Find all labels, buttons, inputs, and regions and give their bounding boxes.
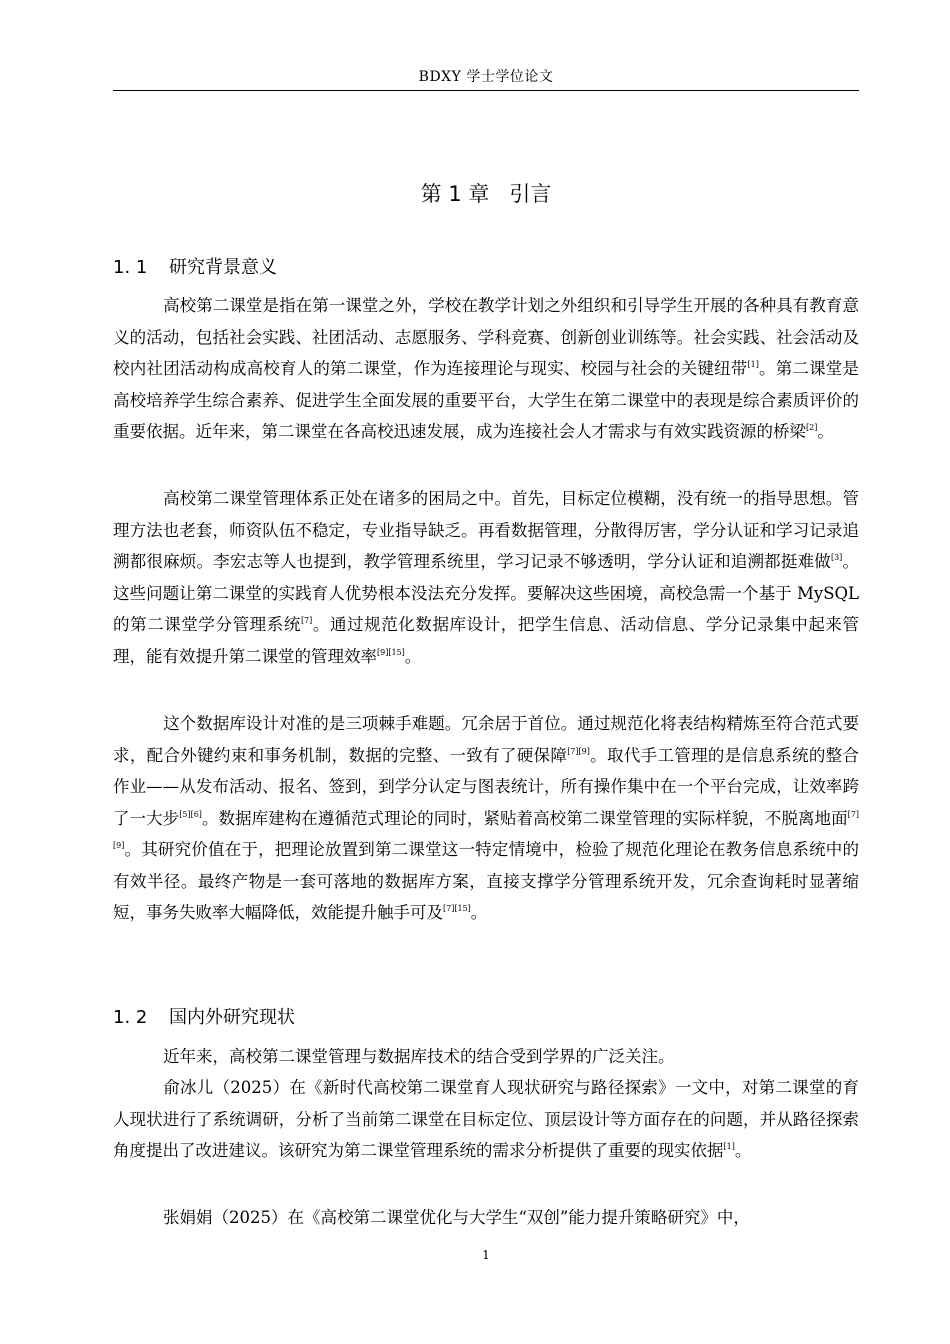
section-title-text: 国内外研究现状 <box>169 1007 295 1028</box>
citation-ref: [7] <box>300 616 313 625</box>
header-rule <box>113 90 859 91</box>
citation-ref: [7][9] <box>567 746 590 756</box>
page-number: 1 <box>482 1248 490 1262</box>
citation-ref: [2] <box>806 423 818 432</box>
citation-ref: [5][6] <box>179 809 202 819</box>
paragraph-background-2: 高校第二课堂管理体系正处在诸多的困局之中。首先，目标定位模糊，没有统一的指导思想。管理方法也老套，师资队伍不稳定，专业指导缺乏。再看数据管理，分散得厉害，学分认证和学习记录追溯都很麻烦。李宏志等人也提到，教学管理系统里，学习记录不够透明，学分认证和追溯都挺难做[3]。这些问题让第二课堂的实践育人优势根本没法充分发挥。要解决这些困境，高校急需一个基于 MySQL 的第二课堂学分管理系统[7]。通过规范化数据库设计，把学生信息、活动信息、学分记录集中起来管理，能有效提升第二课堂的管理效率[9][15]。 <box>113 489 860 666</box>
citation-ref: [3] <box>830 553 843 562</box>
page-header: BDXY 学士学位论文 <box>418 69 554 85</box>
paragraph-status-1: 俞冰儿（2025）在《新时代高校第二课堂育人现状研究与路径探索》一文中，对第二课堂的育人现状进行了系统调研，分析了当前第二课堂在目标定位、顶层设计等方面存在的问题，并从路径探索角度提出了改进建议。该研究为第二课堂管理系统的需求分析提供了重要的现实依据[1]。 <box>113 1078 859 1160</box>
chapter-title <box>113 178 859 208</box>
section-heading-1-1 <box>113 253 277 279</box>
citation-ref: [7][15] <box>443 904 471 913</box>
citation-ref: [9][15] <box>377 647 405 657</box>
chapter-number: 第 1 章 <box>420 182 490 206</box>
section-heading-1-2 <box>113 1003 295 1029</box>
citation-ref: [1] <box>747 360 759 369</box>
paragraph-status-2: 张娟娟（2025）在《高校第二课堂优化与大学生“双创”能力提升策略研究》中， <box>163 1208 750 1227</box>
citation-ref: [7][9] <box>113 809 860 850</box>
paragraph-background-1: 高校第二课堂是指在第一课堂之外，学校在教学计划之外组织和引导学生开展的各种具有教育意义的活动，包括社会实践、社团活动、志愿服务、学科竞赛、创新创业训练等。社会实践、社会活动及校内社团活动构成高校育人的第二课堂，作为连接理论与现实、校园与社会的关键纽带[1]。第二课堂是高校培养学生综合素养、促进学生全面发展的重要平台，大学生在第二课堂中的表现是综合素质评价的重要依据。近年来，第二课堂在各高校迅速发展，成为连接社会人才需求与有效实践资源的桥梁[2]。 <box>113 296 860 441</box>
section-number: 1. 2 <box>113 1007 148 1028</box>
paragraph-background-3: 这个数据库设计对准的是三项棘手难题。冗余居于首位。通过规范化将表结构精炼至符合范式要求，配合外键约束和事务机制，数据的完整、一致有了硬保障[7][9]。取代手工管理的是信息系统的整合作业——从发布活动、报名、签到，到学分认定与图表统计，所有操作集中在一个平台完成，让效率跨了一大步[5][6]。数据库建构在遵循范式理论的同时，紧贴着高校第二课堂管理的实际样貌，不脱离地面[7][9]。其研究价值在于，把理论放置到第二课堂这一特定情境中，检验了规范化理论在教务信息系统中的有效半径。最终产物是一套可落地的数据库方案，直接支撑学分管理系统开发，冗余查询耗时显著缩短，事务失败率大幅降低，效能提升触手可及[7][15]。 <box>113 714 860 922</box>
paragraph-status-intro: 近年来，高校第二课堂管理与数据库技术的结合受到学界的广泛关注。 <box>163 1047 675 1066</box>
citation-ref: [1] <box>723 1142 735 1151</box>
section-number: 1. 1 <box>113 257 148 278</box>
chapter-name: 引言 <box>509 182 552 206</box>
section-title-text: 研究背景意义 <box>169 257 277 278</box>
